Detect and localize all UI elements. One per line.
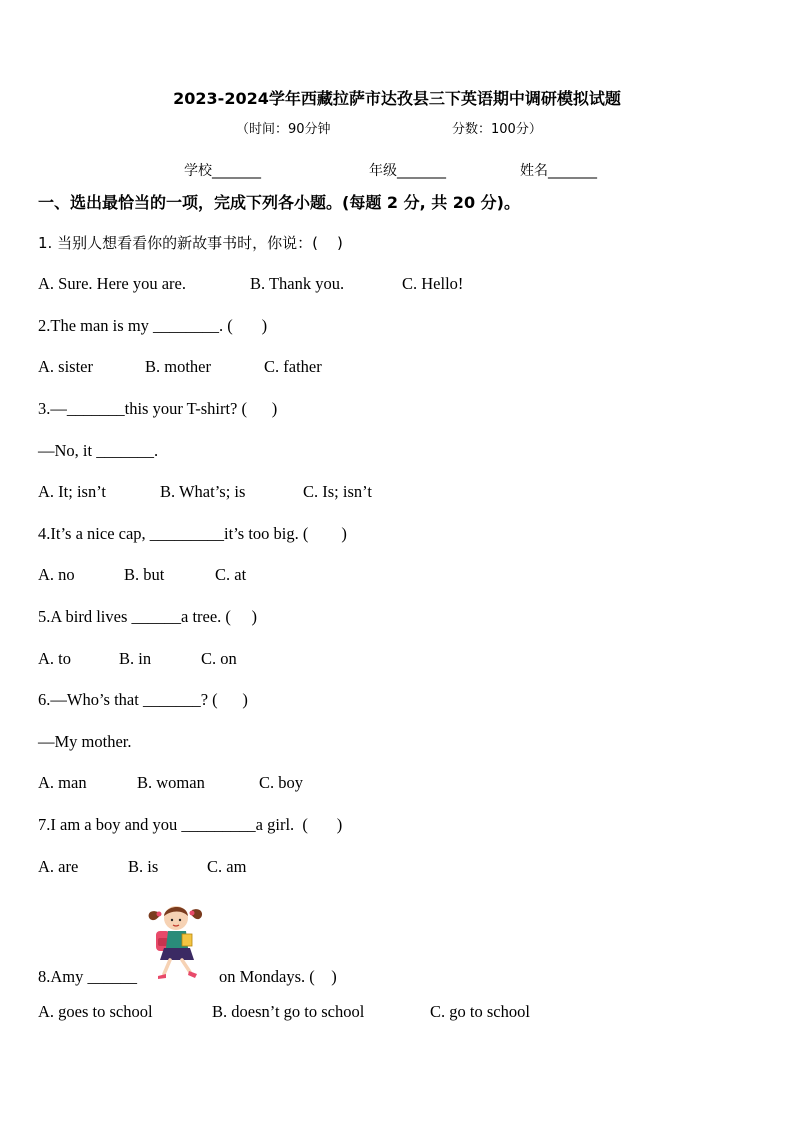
question-8-option-b[interactable]: B. doesn’t go to school: [212, 1002, 365, 1021]
question-3-stem: 3.—_______this your T-shirt? ( ): [38, 399, 278, 418]
question-1-stem: 1. 当别人想看看你的新故事书时，你说：( ): [38, 234, 343, 252]
girl-walking-to-school-illustration: [142, 898, 210, 984]
question-4-stem: 4.It’s a nice cap, _________it’s too big. ( ): [38, 524, 347, 543]
exam-time: （时间：90分钟: [236, 122, 331, 137]
question-6-response: —My mother.: [38, 732, 132, 751]
question-7-option-a[interactable]: A. are: [38, 857, 79, 876]
question-6-stem: 6.—Who’s that _______? ( ): [38, 690, 248, 709]
question-6-option-c[interactable]: C. boy: [259, 773, 304, 792]
exam-title: 2023-2024学年西藏拉萨市达孜县三下英语期中调研模拟试题: [173, 89, 621, 108]
section-heading: 一、选出最恰当的一项，完成下列各小题。(每题 2 分, 共 20 分)。: [38, 193, 520, 212]
question-8-option-a[interactable]: A. goes to school: [38, 1002, 153, 1021]
question-3-response: —No, it _______.: [38, 441, 159, 460]
school-field[interactable]: 学校_______: [184, 163, 261, 179]
question-2-option-a[interactable]: A. sister: [38, 357, 93, 376]
question-2-option-b[interactable]: B. mother: [145, 357, 211, 376]
grade-field[interactable]: 年级_______: [369, 163, 446, 179]
question-6-option-a[interactable]: A. man: [38, 773, 87, 792]
question-5-option-b[interactable]: B. in: [119, 649, 152, 668]
question-8-option-c[interactable]: C. go to school: [430, 1002, 530, 1021]
question-7-stem: 7.I am a boy and you _________a girl. ( ): [38, 815, 343, 834]
exam-score: 分数：100分）: [452, 122, 542, 137]
question-8-stem-end: on Mondays. ( ): [219, 967, 337, 986]
question-5-option-a[interactable]: A. to: [38, 649, 71, 668]
question-2-stem: 2.The man is my ________. ( ): [38, 316, 268, 335]
question-4-option-b[interactable]: B. but: [124, 565, 165, 584]
name-field[interactable]: 姓名_______: [520, 163, 597, 179]
question-3-option-b[interactable]: B. What’s; is: [160, 482, 246, 501]
question-3-option-c[interactable]: C. Is; isn’t: [303, 482, 372, 501]
question-5-stem: 5.A bird lives ______a tree. ( ): [38, 607, 258, 626]
question-3-option-a[interactable]: A. It; isn’t: [38, 482, 106, 501]
question-4-option-a[interactable]: A. no: [38, 565, 75, 584]
question-8-stem-start: 8.Amy ______: [38, 967, 137, 986]
question-6-option-b[interactable]: B. woman: [137, 773, 205, 792]
question-1-option-b[interactable]: B. Thank you.: [250, 274, 345, 293]
question-7-option-b[interactable]: B. is: [128, 857, 159, 876]
question-1-option-a[interactable]: A. Sure. Here you are.: [38, 274, 186, 293]
question-2-option-c[interactable]: C. father: [264, 357, 322, 376]
question-5-option-c[interactable]: C. on: [201, 649, 237, 668]
question-7-option-c[interactable]: C. am: [207, 857, 247, 876]
question-4-option-c[interactable]: C. at: [215, 565, 247, 584]
question-1-option-c[interactable]: C. Hello!: [402, 274, 464, 293]
